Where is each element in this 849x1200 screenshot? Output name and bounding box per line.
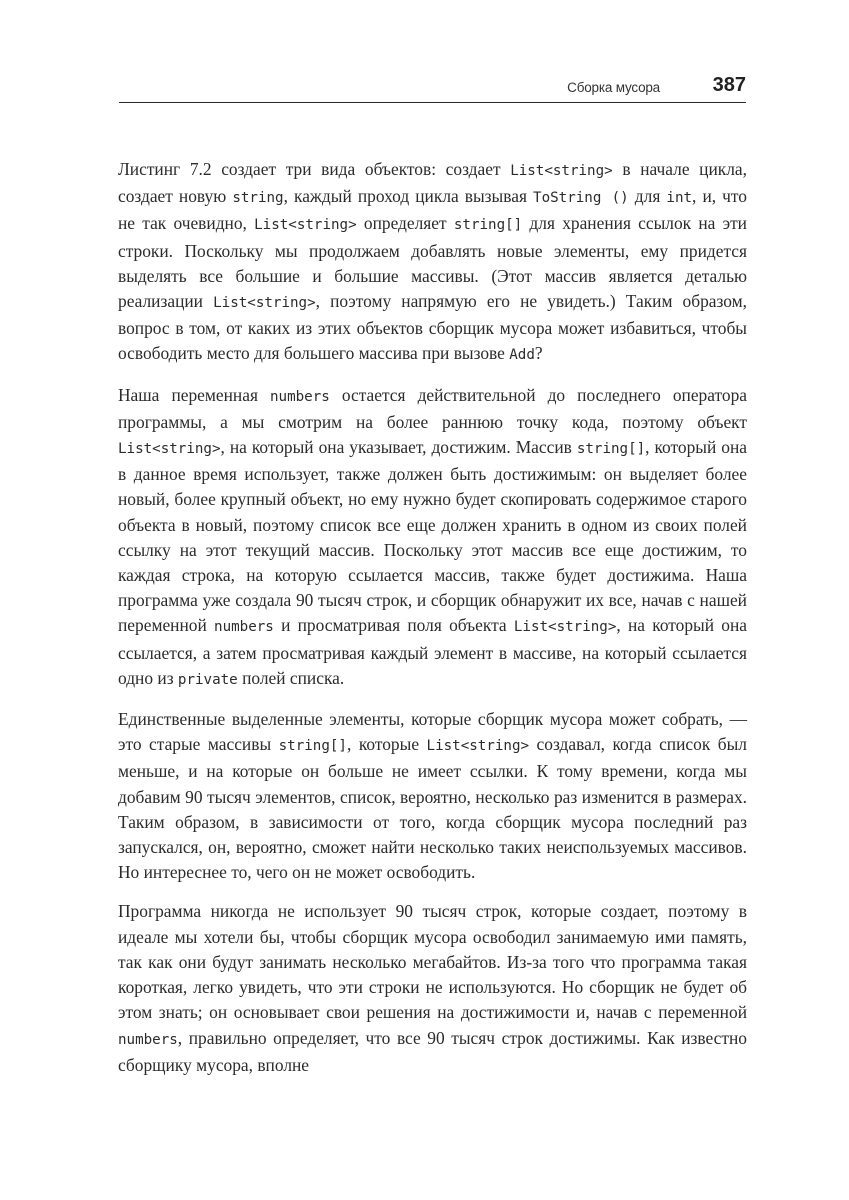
inline-code: int (666, 190, 693, 207)
text-run: создавал, когда список был меньше, и на которые он больше не имеет ссылки. К тому времени, когда мы добавим 90 тысяч элементов, список, вероятно, несколько раз изменится в размерах. Таким образом, в зависимости от того, когда сборщик мусора последний раз запускался, он, вероятно, сможет найти несколько таких неиспользуемых массивов. Но интереснее то, чего он не может освободить. (118, 734, 747, 883)
inline-code: List<string> (513, 619, 617, 636)
inline-code: List<string> (426, 738, 530, 755)
text-run: , каждый проход цикла вызывая (283, 186, 534, 207)
paragraph (118, 157, 747, 369)
inline-code: List<string> (118, 441, 221, 458)
paragraph (118, 899, 747, 1077)
inline-code: List<string> (213, 295, 316, 312)
text-run: Листинг 7.2 создает три вида объектов: создает (118, 159, 511, 179)
body-text (118, 157, 747, 1092)
running-head-title: Сборка мусора (567, 80, 660, 95)
text-run: , на который она указывает, достижим. Массив (220, 437, 577, 458)
text-run: Единственные выделенные элементы, которые сборщик мусора может собрать, — это старые массивы (118, 709, 747, 755)
text-run: и просматривая поля объекта (273, 615, 514, 636)
inline-code: List<string> (510, 163, 613, 179)
paragraph (118, 707, 747, 885)
inline-code: numbers (270, 388, 330, 405)
text-run: для хранения ссылок на эти строки. Поскольку мы продолжаем добавлять новые элементы, ему придется выделять все большие и большие массивы. (Этот массив является деталью реализации (118, 213, 747, 312)
inline-code: private (177, 671, 238, 688)
inline-code: Add (509, 347, 535, 364)
text-run: определяет (356, 213, 454, 234)
text-run: Программа никогда не использует 90 тысяч строк, которые создает, поэтому в идеале мы хотели бы, чтобы сборщик мусора освободил занимаемую ими память, так как они будут занимать несколько мегабайтов. Из-за того что программа такая короткая, легко увидеть, что эти строки не используются. Но сборщик не будет об этом знать; он основывает свои решения на достижимости и, начав с переменной (118, 901, 747, 1023)
text-run: , которые (346, 734, 427, 755)
text-run: , и, что не так очевидно, (118, 186, 747, 234)
text-run: остается действительной до последнего оператора программы, а мы смотрим на более раннюю точку кода, поэтому объект (118, 384, 747, 432)
page-number: 387 (712, 74, 746, 96)
text-run: , правильно определяет, что все 90 тысяч строк достижимы. Как известно сборщику мусора, вполне (118, 1027, 747, 1075)
inline-code: string[] (278, 738, 347, 755)
page-header (119, 74, 746, 103)
inline-code: string[] (576, 441, 646, 458)
text-run: , который она в данное время использует, также должен быть достижимым: он выделяет более новый, более крупный объект, но ему нужно будет скопировать содержимое старого объекта в новый, поэтому список все еще должен хранить в одном из своих полей ссылку на этот текущий массив. Поскольку этот массив все еще достижим, то каждая строка, на которую ссылается массив, также будет достижима. Наша программа уже создала 90 тысяч строк, и сборщик обнаружит их все, начав с нашей переменной (118, 437, 747, 636)
paragraph (118, 383, 747, 693)
inline-code: string (232, 190, 284, 207)
text-run: Наша переменная (118, 384, 271, 405)
text-run: , на который она ссылается, а затем просматривая каждый элемент в массиве, на который ссылается одно из (118, 615, 747, 688)
text-run: ? (534, 343, 543, 364)
text-run: для (628, 186, 667, 207)
inline-code: ToString () (533, 190, 629, 207)
text-run: , поэтому напрямую его не увидеть.) Таким образом, вопрос в том, от каких из этих объектов сборщик мусора может избавиться, чтобы освободить место для большего массива при вызове (118, 291, 747, 364)
inline-code: numbers (118, 1031, 178, 1048)
inline-code: numbers (214, 619, 274, 636)
text-run: полей списка. (237, 667, 345, 688)
inline-code: string[] (453, 217, 523, 234)
text-run: в начале цикла, создает новую (118, 159, 747, 207)
inline-code: List<string> (254, 217, 357, 234)
